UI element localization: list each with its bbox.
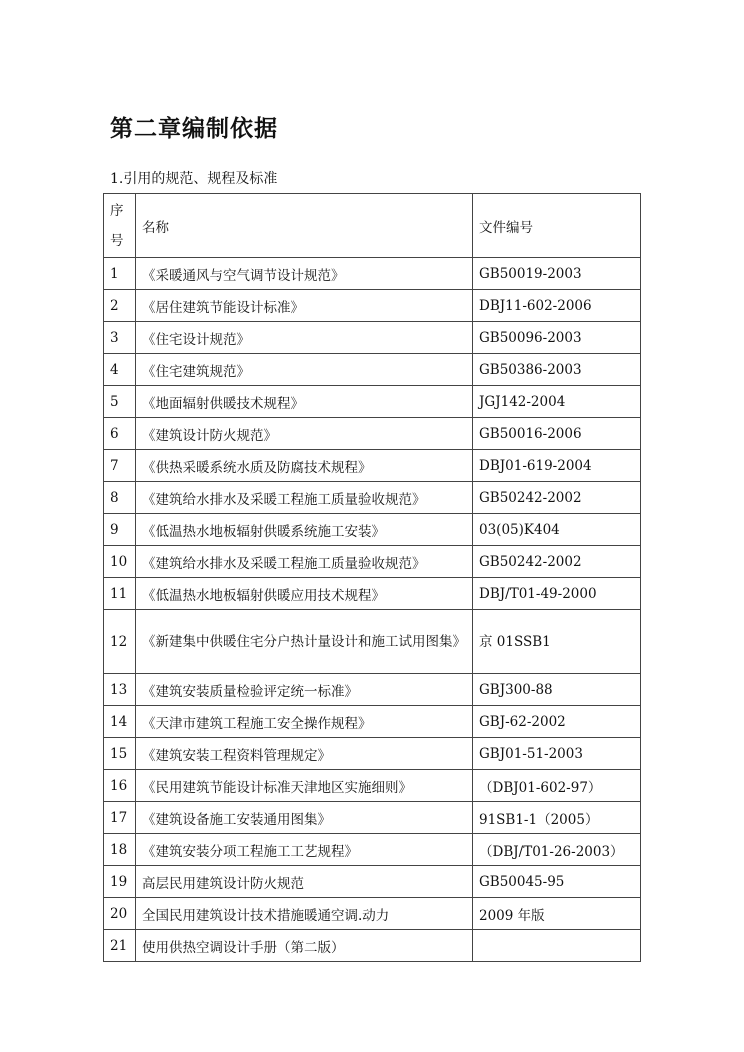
row-index: 17 [104, 802, 136, 834]
table-row [104, 354, 641, 386]
row-name: 《供热采暖系统水质及防腐技术规程》 [136, 450, 473, 482]
row-index: 7 [104, 450, 136, 482]
table-row [104, 738, 641, 770]
row-index: 4 [104, 354, 136, 386]
row-name: 《地面辐射供暖技术规程》 [136, 386, 473, 418]
row-name: 《建筑安装工程资料管理规定》 [136, 738, 473, 770]
row-index: 18 [104, 834, 136, 866]
row-code: GB50016-2006 [473, 418, 641, 450]
row-index: 13 [104, 674, 136, 706]
table-row [104, 450, 641, 482]
table-row [104, 322, 641, 354]
table-row [104, 706, 641, 738]
row-code: GB50019-2003 [473, 258, 641, 290]
row-name: 《住宅建筑规范》 [136, 354, 473, 386]
row-index: 19 [104, 866, 136, 898]
row-name: 《低温热水地板辐射供暖系统施工安装》 [136, 514, 473, 546]
row-code: GB50242-2002 [473, 482, 641, 514]
row-code: GBJ01-51-2003 [473, 738, 641, 770]
table-row [104, 290, 641, 322]
table-header-row [104, 194, 641, 258]
row-code: （DBJ/T01-26-2003） [473, 834, 641, 866]
row-name: 《建筑安装质量检验评定统一标准》 [136, 674, 473, 706]
table-row [104, 674, 641, 706]
row-code: 2009 年版 [473, 898, 641, 930]
row-code: GB50242-2002 [473, 546, 641, 578]
row-name: 《建筑设备施工安装通用图集》 [136, 802, 473, 834]
row-index: 3 [104, 322, 136, 354]
row-name: 高层民用建筑设计防火规范 [136, 866, 473, 898]
row-code: GB50045-95 [473, 866, 641, 898]
row-code: DBJ01-619-2004 [473, 450, 641, 482]
row-name: 《民用建筑节能设计标准天津地区实施细则》 [136, 770, 473, 802]
table-row [104, 898, 641, 930]
row-name: 使用供热空调设计手册（第二版） [136, 930, 473, 962]
row-index: 12 [104, 610, 136, 674]
row-name: 《建筑给水排水及采暖工程施工质量验收规范》 [136, 546, 473, 578]
table-row [104, 834, 641, 866]
table-row [104, 802, 641, 834]
row-code: DBJ11-602-2006 [473, 290, 641, 322]
table-row [104, 770, 641, 802]
table-row [104, 482, 641, 514]
table-row [104, 418, 641, 450]
row-code: JGJ142-2004 [473, 386, 641, 418]
row-name: 《居住建筑节能设计标准》 [136, 290, 473, 322]
row-name: 《新建集中供暖住宅分户热计量设计和施工试用图集》 [136, 610, 473, 674]
table-row [104, 930, 641, 962]
table-row [104, 866, 641, 898]
header-name: 名称 [136, 194, 473, 258]
section-heading: 1.引用的规范、规程及标准 [110, 171, 278, 187]
row-name: 《住宅设计规范》 [136, 322, 473, 354]
row-name: 《低温热水地板辐射供暖应用技术规程》 [136, 578, 473, 610]
row-name: 《建筑设计防火规范》 [136, 418, 473, 450]
table-row [104, 546, 641, 578]
row-index: 6 [104, 418, 136, 450]
row-code: GB50386-2003 [473, 354, 641, 386]
table-row [104, 514, 641, 546]
row-index: 11 [104, 578, 136, 610]
row-name: 《建筑安装分项工程施工工艺规程》 [136, 834, 473, 866]
standards-table [103, 193, 641, 962]
chapter-title: 第二章编制依据 [110, 116, 278, 142]
row-code: GB50096-2003 [473, 322, 641, 354]
header-code: 文件编号 [473, 194, 641, 258]
row-index: 5 [104, 386, 136, 418]
table-row [104, 386, 641, 418]
table-row [104, 578, 641, 610]
row-index: 14 [104, 706, 136, 738]
row-code: GBJ300-88 [473, 674, 641, 706]
table-row [104, 258, 641, 290]
row-code: 京 01SSB1 [473, 610, 641, 674]
row-code [473, 930, 641, 962]
row-name: 《采暖通风与空气调节设计规范》 [136, 258, 473, 290]
row-index: 15 [104, 738, 136, 770]
row-code: 91SB1-1（2005） [473, 802, 641, 834]
row-code: （DBJ01-602-97） [473, 770, 641, 802]
row-name: 全国民用建筑设计技术措施暖通空调.动力 [136, 898, 473, 930]
table-row [104, 610, 641, 674]
row-code: GBJ-62-2002 [473, 706, 641, 738]
row-name: 《建筑给水排水及采暖工程施工质量验收规范》 [136, 482, 473, 514]
row-index: 20 [104, 898, 136, 930]
row-index: 9 [104, 514, 136, 546]
row-index: 21 [104, 930, 136, 962]
row-index: 2 [104, 290, 136, 322]
row-code: 03(05)K404 [473, 514, 641, 546]
row-index: 16 [104, 770, 136, 802]
row-index: 1 [104, 258, 136, 290]
row-name: 《天津市建筑工程施工安全操作规程》 [136, 706, 473, 738]
row-index: 8 [104, 482, 136, 514]
row-code: DBJ/T01-49-2000 [473, 578, 641, 610]
row-index: 10 [104, 546, 136, 578]
header-index: 序号 [104, 194, 136, 258]
